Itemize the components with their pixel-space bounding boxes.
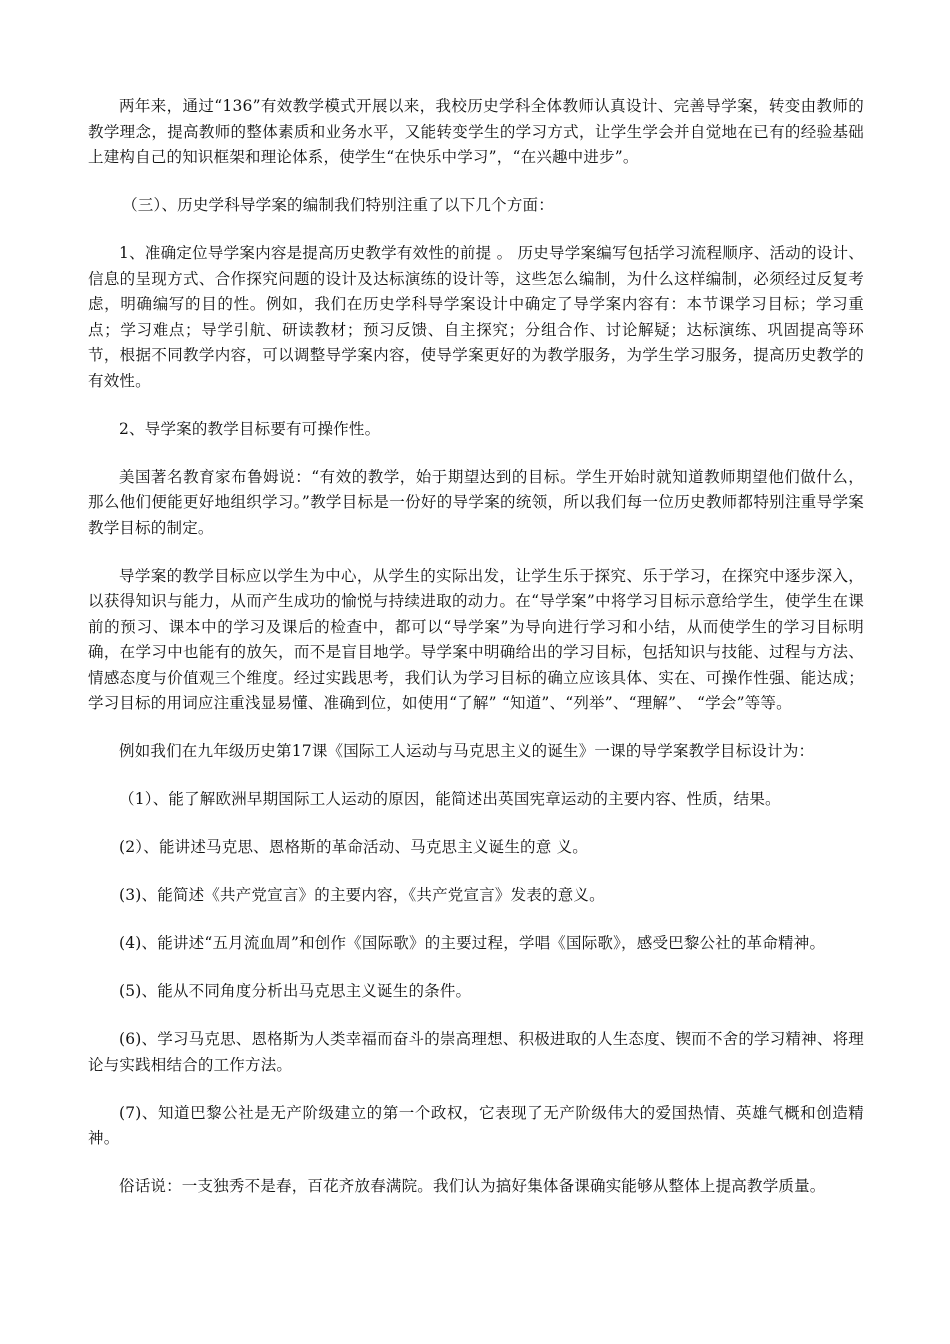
paragraph-bloom-quote: 美国著名教育家布鲁姆说：“有效的教学，始于期望达到的目标。学生开始时就知道教师期望他们做什么，那么他们便能更好地组织学习。”教学目标是一份好的导学案的统领，所以我们每一位历史教师都特别注重导学案教学目标的制定。	[88, 467, 864, 537]
goal-item-7: (7)、知道巴黎公社是无产阶级建立的第一个政权，它表现了无产阶级伟大的爱国热情、英雄气概和创造精神。	[88, 1103, 864, 1147]
paragraph-point-1: 1、准确定位导学案内容是提高历史教学有效性的前提 。 历史导学案编写包括学习流程顺序、活动的设计、信息的呈现方式、合作探究问题的设计及达标演练的设计等，这些怎么编制，为什么这样编制，必须经过反复考虑，明确编写的目的性。例如，我们在历史学科导学案设计中确定了导学案内容有：本节课学习目标；学习重点；学习难点；导学引航、研读教材；预习反馈、自主探究；分组合作、讨论解疑；达标演练、巩固提高等环节，根据不同教学内容，可以调整导学案内容，使导学案更好的为教学服务，为学生学习服务，提高历史教学的有效性。	[88, 244, 864, 390]
goal-item-2: (2）、能讲述马克思、恩格斯的革命活动、马克思主义诞生的意 义。	[119, 838, 588, 856]
goal-item-5: (5)、能从不同角度分析出马克思主义诞生的条件。	[119, 982, 472, 1000]
goal-item-6: (6)、学习马克思、恩格斯为人类幸福而奋斗的崇高理想、积极进取的人生态度、锲而不舍的学习精神、将理论与实践相结合的工作方法。	[88, 1030, 864, 1074]
section-heading-3: （三）、历史学科导学案的编制我们特别注重了以下几个方面：	[122, 196, 554, 214]
goal-item-1: （1）、能了解欧洲早期国际工人运动的原因，能简述出英国宪章运动的主要内容、性质，结果。	[119, 790, 781, 808]
goal-item-4: (4)、能讲述“五月流血周”和创作《国际歌》的主要过程，学唱《国际歌》，感受巴黎公社的革命精神。	[119, 934, 826, 952]
paragraph-intro: 两年来，通过“136”有效教学模式开展以来，我校历史学科全体教师认真设计、完善导学案，转变由教师的教学理念，提高教师的整体素质和业务水平，又能转变学生的学习方式，让学生学会并自觉地在已有的经验基础上建构自己的知识框架和理论体系，使学生“在快乐中学习”，“在兴趣中进步”。	[88, 97, 864, 166]
paragraph-example: 例如我们在九年级历史第17课《国际工人运动与马克思主义的诞生》一课的导学案教学目标设计为：	[119, 742, 815, 760]
document-page	[88, 94, 864, 1222]
paragraph-point-2: 2、导学案的教学目标要有可操作性。	[119, 419, 381, 438]
paragraph-goals: 导学案的教学目标应以学生为中心，从学生的实际出发，让学生乐于探究、乐于学习，在探究中逐步深入，以获得知识与能力，从而产生成功的愉悦与持续进取的动力。在“导学案”中将学习目标示意给学生，使学生在课前的预习、课本中的学习及课后的检查中，都可以“导学案”为导向进行学习和小结，从而使学生的学习目标明确，在学习中也能有的放矢，而不是盲目地学。导学案中明确给出的学习目标，包括知识与技能、过程与方法、情感态度与价值观三个维度。经过实践思考，我们认为学习目标的确立应该具体、实在、可操作性强、能达成；学习目标的用词应注重浅显易懂、准确到位，如使用“了解” “知道”、“列举”、“理解”、 “学会”等等。	[88, 566, 864, 712]
goal-item-3: (3)、能简述《共产党宣言》的主要内容，《共产党宣言》发表的意义。	[119, 886, 605, 904]
paragraph-closing: 俗话说：一支独秀不是春，百花齐放春满院。我们认为搞好集体备课确实能够从整体上提高教学质量。	[119, 1177, 826, 1195]
